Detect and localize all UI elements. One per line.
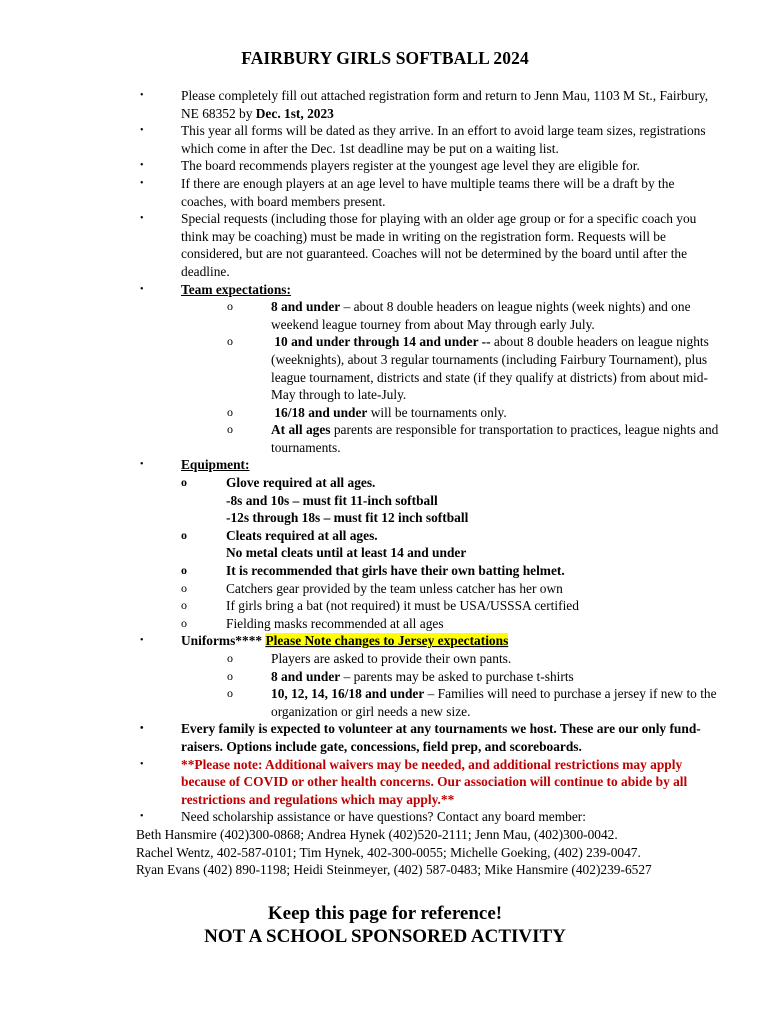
bullet-icon: • [140, 459, 144, 471]
draft-text: If there are enough players at an age level to have multiple teams there will be a draft by the coaches, with board members present. [181, 175, 675, 209]
circle-bullet-icon: o [181, 598, 187, 613]
team-age-text: about 8 double headers on league nights (weeknights), about 3 regular tournaments (including Fairbury Tournament), plus league tournament, districts and state (if they qualify at districts) from about mid-May through to late-July. [271, 334, 709, 403]
metal-cleats-text: No metal cleats until at least 14 and under [226, 545, 467, 561]
glove-size-12-18: -12s through 18s – must fit 12 inch softball [226, 510, 469, 526]
keep-page-note: Keep this page for reference! [267, 903, 503, 924]
glove-text: Glove required at all ages. [226, 475, 376, 491]
contact-line: Rachel Wentz, 402-587-0101; Tim Hynek, 402-300-0055; Michelle Goeking, (402) 239-0047. [136, 844, 641, 860]
team-expectations-heading: Team expectations: [181, 281, 291, 297]
forms-dated-text: This year all forms will be dated as they arrive. In an effort to avoid large team sizes, registrations which come in after the Dec. 1st deadline may be put on a waiting list. [181, 123, 706, 156]
team-age-label: At all ages [271, 422, 331, 438]
board-contacts [0, 826, 736, 879]
bullet-icon: • [140, 213, 144, 225]
sub-list-item [0, 404, 720, 422]
list-item [0, 157, 721, 175]
age-level-text: The board recommends players register at the youngest age level they are eligible for. [181, 158, 640, 174]
sub-list-item [0, 597, 720, 615]
covid-note: **Please note: Additional waivers may be needed, and additional restrictions may apply because of COVID or other health concerns. Our association will continue to abide by all restrictions and regulations which may apply.** [181, 756, 688, 807]
contact-line: Ryan Evans (402) 890-1198; Heidi Steinmeyer, (402) 587-0483; Mike Hansmire (402)239-6527 [136, 862, 652, 878]
scholarship-text: Need scholarship assistance or have questions? Contact any board member: [181, 809, 586, 825]
circle-bullet-icon: o [227, 422, 233, 437]
sub-list-item [0, 650, 720, 668]
circle-bullet-icon: o [227, 334, 233, 349]
circle-bullet-icon: o [181, 580, 187, 595]
bullet-icon: • [140, 160, 144, 172]
uniform-age-text: – parents may be asked to purchase t-shirts [340, 668, 574, 684]
sub-list-item [0, 685, 720, 720]
circle-bullet-icon: o [181, 527, 187, 542]
volunteer-text: Every family is expected to volunteer at any tournaments we host. These are our only fund-raisers. Options include gate, concessions, field prep, and scoreboards. [181, 721, 701, 754]
circle-bullet-icon: o [181, 563, 187, 578]
sub-list-item [0, 298, 720, 333]
contact-line: Beth Hansmire (402)300-0868; Andrea Hynek (402)520-2111; Jenn Mau, (402)300-0042. [136, 826, 618, 842]
circle-bullet-icon: o [227, 299, 233, 314]
document-body [0, 87, 770, 879]
sub-list-item [0, 615, 720, 633]
jersey-changes-highlight: Please Note changes to Jersey expectations [265, 633, 509, 649]
sub-list-item [0, 474, 720, 527]
bullet-icon: • [140, 758, 144, 770]
circle-bullet-icon: o [227, 668, 233, 683]
team-age-label: 16/18 and under [274, 404, 368, 420]
sub-list-item [0, 668, 720, 686]
list-item [0, 632, 721, 650]
registration-text: Please completely fill out attached registration form and return to Jenn Mau, 1103 M St., Fairbury, NE 68352 by [181, 88, 709, 121]
uniform-age-label: 10, 12, 14, 16/18 and under [271, 686, 425, 702]
equipment-heading: Equipment: [181, 457, 250, 473]
sub-list-item [0, 421, 720, 456]
circle-bullet-icon: o [227, 651, 233, 665]
helmet-text: It is recommended that girls have their own batting helmet. [226, 563, 565, 579]
bullet-icon: • [140, 723, 144, 735]
sub-list-item [0, 527, 720, 562]
list-item [0, 456, 721, 474]
list-item [0, 210, 721, 280]
deadline-date: Dec. 1st, 2023 [255, 105, 334, 121]
list-item [0, 281, 721, 299]
circle-bullet-icon: o [227, 686, 233, 701]
team-age-text: will be tournaments only. [367, 404, 507, 420]
not-school-sponsored-note: NOT A SCHOOL SPONSORED ACTIVITY [204, 926, 566, 947]
uniform-age-label: 8 and under [271, 668, 341, 684]
list-item [0, 122, 721, 157]
glove-size-8-10: -8s and 10s – must fit 11-inch softball [226, 492, 438, 508]
list-item [0, 720, 721, 755]
list-item [0, 808, 721, 826]
bat-text: If girls bring a bat (not required) it must be USA/USSSA certified [226, 598, 579, 614]
sub-list-item [0, 333, 720, 403]
team-age-text: – about 8 double headers on league nights (week nights) and one weekend league tourney from about May through early July. [271, 299, 691, 332]
list-item [0, 756, 721, 809]
team-age-label: 10 and under through 14 and under -- [274, 334, 491, 350]
catchers-gear-text: Catchers gear provided by the team unless catcher has her own [226, 580, 563, 596]
page-title: FAIRBURY GIRLS SOFTBALL 2024 [241, 48, 529, 68]
bullet-icon: • [140, 811, 144, 823]
cleats-text: Cleats required at all ages. [226, 527, 378, 543]
circle-bullet-icon: o [227, 404, 233, 419]
bullet-icon: • [140, 635, 144, 647]
list-item [0, 175, 721, 210]
special-requests-text: Special requests (including those for playing with an older age group or for a specific coach you think may be coaching) must be made in writing on the registration form. Requests will be considered, but are not guaranteed. Coaches will not be determined by the board until after the deadline. [181, 211, 697, 279]
bullet-icon: • [140, 90, 144, 101]
bullet-icon: • [140, 125, 144, 137]
sub-list-item [0, 562, 720, 580]
team-age-text: parents are responsible for transportation to practices, league nights and tournaments. [271, 422, 719, 455]
team-age-label: 8 and under [271, 299, 341, 315]
circle-bullet-icon: o [181, 475, 187, 490]
bullet-icon: • [140, 283, 144, 295]
pants-text: Players are asked to provide their own pants. [271, 651, 512, 666]
fielding-masks-text: Fielding masks recommended at all ages [226, 615, 444, 631]
sub-list-item [0, 580, 720, 598]
uniform-age-text: – Families will need to purchase a jersey if new to the organization or girl needs a new size. [271, 686, 717, 719]
uniforms-heading: Uniforms**** [181, 633, 263, 649]
list-item [0, 87, 721, 122]
footer [0, 902, 770, 948]
bullet-icon: • [140, 177, 144, 189]
circle-bullet-icon: o [181, 615, 187, 630]
